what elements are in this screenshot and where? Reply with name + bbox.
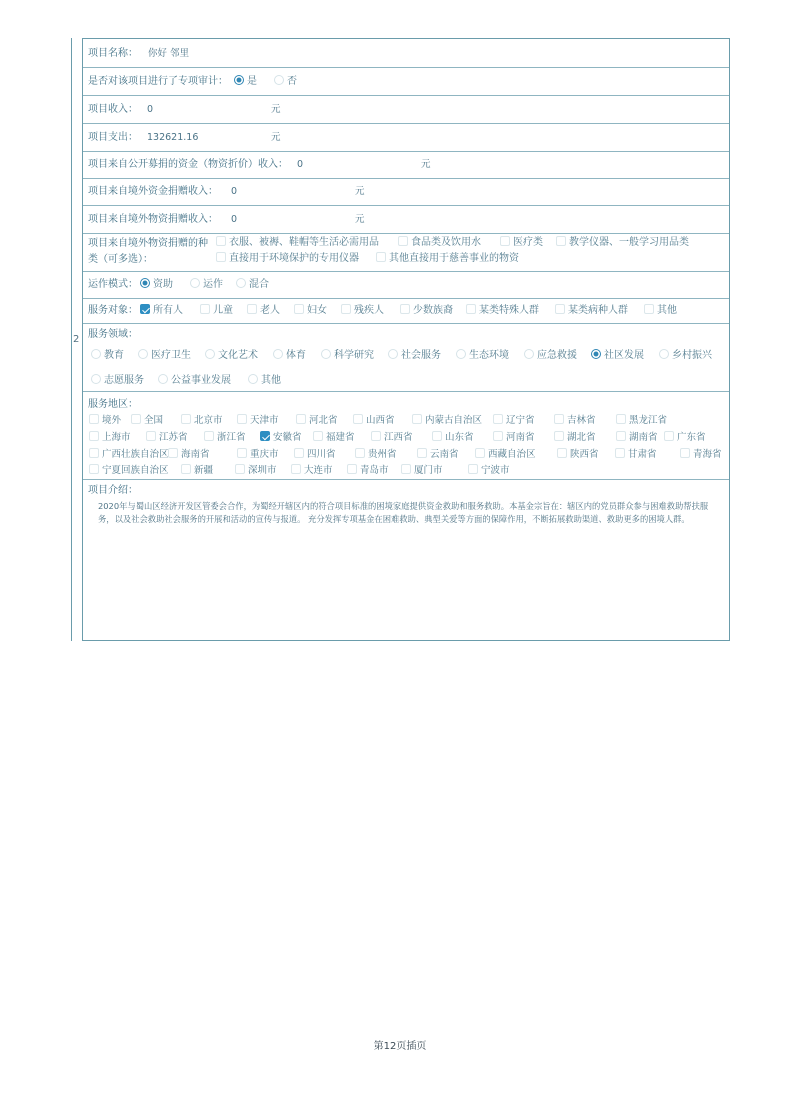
- checkbox-icon[interactable]: [237, 448, 247, 458]
- foreign-goods-label: 项目来自境外物资捐赠收入：: [88, 214, 218, 225]
- mode-option[interactable]: 混合: [236, 278, 269, 292]
- radio-selected-icon[interactable]: [234, 75, 244, 85]
- radio-icon[interactable]: [205, 349, 215, 359]
- checkbox-icon[interactable]: [554, 414, 564, 424]
- goods-option[interactable]: 食品类及饮用水: [398, 236, 481, 250]
- expense-value[interactable]: 132621.16: [147, 132, 199, 143]
- region-row: [83, 392, 729, 480]
- checkbox-icon[interactable]: [200, 304, 210, 314]
- intro-text: 2020年与蜀山区经济开发区管委会合作，为蜀经开辖区内的符合项目标准的困境家庭提供资金救助和服务救助。本基金宗旨在：辖区内的党员群众参与困难救助帮扶服务，以及社会救助社会服务的开展和活动的宣传与报道。 充分发挥专项基金在困难救助、典型关爱等方面的保障作用，不断拓展救助渠道、救助更多的困境人群。: [98, 501, 709, 524]
- foreign-fund-unit: 元: [355, 186, 365, 197]
- checkbox-icon[interactable]: [247, 304, 257, 314]
- radio-icon[interactable]: [524, 349, 534, 359]
- radio-icon[interactable]: [190, 278, 200, 288]
- checkbox-icon[interactable]: [89, 414, 99, 424]
- mode-option-selected[interactable]: 资助: [140, 278, 173, 292]
- region-option[interactable]: 福建省: [313, 431, 355, 445]
- audit-no-option[interactable]: 否: [274, 75, 297, 89]
- checkbox-icon[interactable]: [493, 414, 503, 424]
- region-option[interactable]: 西藏自治区: [475, 448, 536, 462]
- checkbox-icon[interactable]: [616, 414, 626, 424]
- region-option[interactable]: 浙江省: [204, 431, 246, 445]
- field-option[interactable]: 文化艺术: [205, 349, 258, 363]
- region-option[interactable]: 黑龙江省: [616, 414, 667, 428]
- target-option[interactable]: 少数族裔: [400, 304, 453, 318]
- field-option[interactable]: 体育: [273, 349, 306, 363]
- intro-row: [83, 480, 729, 641]
- checkbox-icon[interactable]: [89, 448, 99, 458]
- checkbox-icon[interactable]: [644, 304, 654, 314]
- region-option[interactable]: 吉林省: [554, 414, 596, 428]
- checkbox-icon[interactable]: [131, 414, 141, 424]
- checkbox-icon[interactable]: [493, 431, 503, 441]
- region-option[interactable]: 天津市: [237, 414, 279, 428]
- checkbox-icon[interactable]: [296, 414, 306, 424]
- goods-type-label-line1: 项目来自境外物资捐赠的种: [88, 238, 208, 249]
- region-option[interactable]: 大连市: [291, 464, 333, 478]
- public-fund-row: [83, 152, 729, 179]
- region-option[interactable]: 辽宁省: [493, 414, 535, 428]
- checkbox-icon[interactable]: [417, 448, 427, 458]
- checkbox-icon[interactable]: [353, 414, 363, 424]
- expense-row: [83, 124, 729, 152]
- region-option[interactable]: 宁波市: [468, 464, 510, 478]
- income-value[interactable]: 0: [147, 104, 154, 115]
- expense-unit: 元: [271, 132, 281, 143]
- region-option[interactable]: 陕西省: [557, 448, 599, 462]
- radio-icon[interactable]: [456, 349, 466, 359]
- foreign-fund-value[interactable]: 0: [231, 186, 238, 197]
- radio-icon[interactable]: [321, 349, 331, 359]
- field-option[interactable]: 乡村振兴: [659, 349, 712, 363]
- checkbox-icon[interactable]: [347, 464, 357, 474]
- mode-row: [83, 272, 729, 299]
- region-option[interactable]: 青岛市: [347, 464, 389, 478]
- field-option-selected[interactable]: 社区发展: [591, 349, 644, 363]
- checkbox-icon[interactable]: [216, 252, 226, 262]
- radio-selected-icon[interactable]: [140, 278, 150, 288]
- row-number: 2: [73, 334, 80, 345]
- checkbox-icon[interactable]: [400, 304, 410, 314]
- region-option[interactable]: 重庆市: [237, 448, 279, 462]
- field-option[interactable]: 应急救援: [524, 349, 577, 363]
- checkbox-icon[interactable]: [398, 236, 408, 246]
- region-option[interactable]: 新疆: [181, 464, 213, 478]
- checkbox-icon[interactable]: [555, 304, 565, 314]
- income-unit: 元: [271, 104, 281, 115]
- field-option[interactable]: 社会服务: [388, 349, 441, 363]
- income-row: [83, 96, 729, 124]
- region-option[interactable]: 境外: [89, 414, 121, 428]
- radio-icon[interactable]: [236, 278, 246, 288]
- mode-label: 运作模式：: [88, 279, 138, 290]
- checkbox-icon[interactable]: [376, 252, 386, 262]
- region-option[interactable]: 江苏省: [146, 431, 188, 445]
- region-option[interactable]: 厦门市: [401, 464, 443, 478]
- checkbox-icon[interactable]: [204, 431, 214, 441]
- checkbox-icon[interactable]: [168, 448, 178, 458]
- region-option[interactable]: 上海市: [89, 431, 131, 445]
- radio-icon[interactable]: [138, 349, 148, 359]
- region-option[interactable]: 全国: [131, 414, 163, 428]
- checkbox-icon[interactable]: [664, 431, 674, 441]
- foreign-goods-value[interactable]: 0: [231, 214, 238, 225]
- region-option[interactable]: 湖南省: [616, 431, 658, 445]
- goods-option[interactable]: 直接用于环境保护的专用仪器: [216, 252, 359, 266]
- region-option[interactable]: 山东省: [432, 431, 474, 445]
- target-option[interactable]: 其他: [644, 304, 677, 318]
- checkbox-icon[interactable]: [432, 431, 442, 441]
- radio-icon[interactable]: [388, 349, 398, 359]
- region-option[interactable]: 广西壮族自治区: [89, 448, 169, 462]
- radio-icon[interactable]: [273, 349, 283, 359]
- target-option[interactable]: 儿童: [200, 304, 233, 318]
- checkbox-icon[interactable]: [235, 464, 245, 474]
- checkbox-icon[interactable]: [181, 414, 191, 424]
- region-option[interactable]: 海南省: [168, 448, 210, 462]
- checkbox-icon[interactable]: [557, 448, 567, 458]
- audit-label: 是否对该项目进行了专项审计：: [88, 76, 228, 87]
- checkbox-icon[interactable]: [313, 431, 323, 441]
- audit-yes-option[interactable]: 是: [234, 75, 257, 89]
- checkbox-icon[interactable]: [554, 431, 564, 441]
- goods-option[interactable]: 其他直接用于慈善事业的物资: [376, 252, 519, 266]
- field-label: 服务领域：: [88, 329, 138, 340]
- target-option[interactable]: 某类病种人群: [555, 304, 628, 318]
- radio-icon[interactable]: [91, 349, 101, 359]
- public-fund-label: 项目来自公开募捐的资金（物资折价）收入：: [88, 159, 288, 170]
- project-name-value[interactable]: 你好 邻里: [148, 48, 190, 59]
- target-option[interactable]: 老人: [247, 304, 280, 318]
- goods-option[interactable]: 教学仪器、一般学习用品类: [556, 236, 689, 250]
- region-option[interactable]: 四川省: [294, 448, 336, 462]
- region-option[interactable]: 湖北省: [554, 431, 596, 445]
- target-label: 服务对象：: [88, 305, 138, 316]
- checkbox-icon[interactable]: [412, 414, 422, 424]
- foreign-fund-label: 项目来自境外资金捐赠收入：: [88, 186, 218, 197]
- checkbox-icon[interactable]: [371, 431, 381, 441]
- checkbox-icon[interactable]: [500, 236, 510, 246]
- checkbox-checked-icon[interactable]: [260, 431, 270, 441]
- field-option[interactable]: 志愿服务: [91, 374, 144, 388]
- checkbox-icon[interactable]: [237, 414, 247, 424]
- checkbox-icon[interactable]: [466, 304, 476, 314]
- region-option[interactable]: 河北省: [296, 414, 338, 428]
- expense-label: 项目支出：: [88, 132, 138, 143]
- region-option[interactable]: 内蒙古自治区: [412, 414, 482, 428]
- checkbox-icon[interactable]: [146, 431, 156, 441]
- checkbox-checked-icon[interactable]: [140, 304, 150, 314]
- region-option[interactable]: 深圳市: [235, 464, 277, 478]
- public-fund-value[interactable]: 0: [297, 159, 304, 170]
- goods-option[interactable]: 医疗类: [500, 236, 543, 250]
- audit-row: [83, 68, 729, 96]
- field-option[interactable]: 生态环境: [456, 349, 509, 363]
- region-option[interactable]: 青海省: [680, 448, 722, 462]
- checkbox-icon[interactable]: [615, 448, 625, 458]
- mode-option[interactable]: 运作: [190, 278, 223, 292]
- region-option[interactable]: 贵州省: [355, 448, 397, 462]
- radio-icon[interactable]: [248, 374, 258, 384]
- radio-icon[interactable]: [659, 349, 669, 359]
- intro-label: 项目介绍：: [88, 485, 138, 496]
- target-option[interactable]: 某类特殊人群: [466, 304, 539, 318]
- foreign-fund-row: [83, 179, 729, 206]
- checkbox-icon[interactable]: [341, 304, 351, 314]
- income-label: 项目收入：: [88, 104, 138, 115]
- field-option[interactable]: 科学研究: [321, 349, 374, 363]
- checkbox-icon[interactable]: [294, 304, 304, 314]
- project-form: [82, 38, 730, 641]
- checkbox-icon[interactable]: [89, 464, 99, 474]
- radio-icon[interactable]: [158, 374, 168, 384]
- region-option[interactable]: 云南省: [417, 448, 459, 462]
- field-option[interactable]: 其他: [248, 374, 281, 388]
- goods-option[interactable]: 衣服、被褥、鞋帽等生活必需用品: [216, 236, 379, 250]
- field-option[interactable]: 医疗卫生: [138, 349, 191, 363]
- checkbox-icon[interactable]: [291, 464, 301, 474]
- public-fund-unit: 元: [421, 159, 431, 170]
- target-row: [83, 299, 729, 324]
- target-option[interactable]: 妇女: [294, 304, 327, 318]
- radio-selected-icon[interactable]: [591, 349, 601, 359]
- checkbox-icon[interactable]: [468, 464, 478, 474]
- page-footer: 第12页插页: [373, 1041, 427, 1052]
- foreign-goods-row: [83, 206, 729, 234]
- checkbox-icon[interactable]: [355, 448, 365, 458]
- region-option[interactable]: 江西省: [371, 431, 413, 445]
- region-option[interactable]: 山西省: [353, 414, 395, 428]
- project-name-label: 项目名称：: [88, 48, 138, 59]
- foreign-goods-unit: 元: [355, 214, 365, 225]
- checkbox-icon[interactable]: [401, 464, 411, 474]
- field-option[interactable]: 教育: [91, 349, 124, 363]
- region-option-checked[interactable]: 安徽省: [260, 431, 302, 445]
- region-option[interactable]: 宁夏回族自治区: [89, 464, 169, 478]
- goods-type-row: [83, 234, 729, 272]
- checkbox-icon[interactable]: [680, 448, 690, 458]
- checkbox-icon[interactable]: [216, 236, 226, 246]
- goods-type-label-line2: 类（可多选）：: [88, 254, 153, 265]
- project-name-row: [83, 39, 729, 68]
- region-option[interactable]: 河南省: [493, 431, 535, 445]
- radio-icon[interactable]: [274, 75, 284, 85]
- target-option-checked[interactable]: 所有人: [140, 304, 183, 318]
- target-option[interactable]: 残疾人: [341, 304, 384, 318]
- region-option[interactable]: 广东省: [664, 431, 706, 445]
- field-row: [83, 324, 729, 392]
- checkbox-icon[interactable]: [616, 431, 626, 441]
- region-option[interactable]: 北京市: [181, 414, 223, 428]
- checkbox-icon[interactable]: [89, 431, 99, 441]
- checkbox-icon[interactable]: [556, 236, 566, 246]
- radio-icon[interactable]: [91, 374, 101, 384]
- checkbox-icon[interactable]: [294, 448, 304, 458]
- region-option[interactable]: 甘肃省: [615, 448, 657, 462]
- region-label: 服务地区：: [88, 399, 138, 410]
- checkbox-icon[interactable]: [181, 464, 191, 474]
- field-option[interactable]: 公益事业发展: [158, 374, 231, 388]
- checkbox-icon[interactable]: [475, 448, 485, 458]
